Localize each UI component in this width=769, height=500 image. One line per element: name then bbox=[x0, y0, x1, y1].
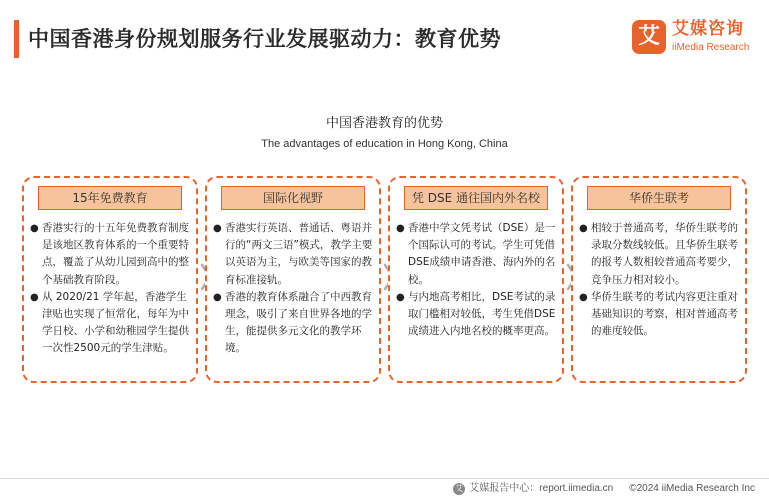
list-item bbox=[30, 220, 192, 289]
header-bar bbox=[0, 0, 769, 78]
list-item bbox=[579, 289, 741, 341]
card-body bbox=[579, 220, 741, 340]
brand-logo-block[interactable] bbox=[632, 18, 762, 60]
list-item bbox=[396, 220, 558, 289]
bullet-text: 从 2020/21 学年起，香港学生津贴也实现了恒常化，每年为中学日校、小学和幼稚园学生提供一次性2500元的学生津贴。 bbox=[42, 290, 189, 355]
advantage-card-free-education bbox=[22, 176, 198, 383]
brand-mini-icon: 艾 bbox=[455, 484, 464, 493]
bullet-dot-icon: ● bbox=[579, 291, 588, 303]
card-header: 凭 DSE 通往国内外名校 bbox=[404, 186, 548, 210]
card-body bbox=[30, 220, 192, 358]
bullet-dot-icon: ● bbox=[30, 223, 39, 234]
card-body bbox=[396, 220, 558, 340]
footer bbox=[453, 482, 755, 496]
bullet-text: 香港实行的十五年免费教育制度是该地区教育体系的一个重要特点，覆盖了从幼儿园到高中的整个基础教育阶段。 bbox=[42, 222, 189, 286]
bullet-dot-icon: ● bbox=[213, 223, 222, 234]
card-body bbox=[213, 220, 375, 358]
diagram-title: 中国香港教育的优势 bbox=[325, 116, 443, 131]
list-item bbox=[579, 220, 741, 289]
footer-source-link[interactable]: 艾媒报告中心：report.iimedia.cn bbox=[469, 483, 614, 494]
footer-divider bbox=[0, 478, 769, 479]
list-item bbox=[30, 289, 192, 358]
diagram-subtitle: The advantages of education in Hong Kong, China bbox=[261, 138, 508, 150]
bullet-text: 香港的教育体系融合了中西教育理念，吸引了来自世界各地的学生，能提供多元文化的教学环境。 bbox=[225, 290, 372, 355]
card-header: 国际化视野 bbox=[221, 186, 365, 210]
card-header: 华侨生联考 bbox=[587, 186, 731, 210]
list-item bbox=[213, 289, 375, 358]
brand-name-en: iiMedia Research bbox=[672, 42, 750, 53]
bullet-text: 香港中学文凭考试（DSE）是一个国际认可的考试。学生可凭借DSE成绩申请香港、海内外的名校。 bbox=[408, 222, 556, 286]
footer-copyright: ©2024 iiMedia Research Inc bbox=[629, 483, 755, 494]
bullet-dot-icon: ● bbox=[396, 223, 405, 234]
bullet-text: 相较于普通高考，华侨生联考的录取分数线较低。且华侨生联考的报考人数相较普通高考要少，竞争压力相对较小。 bbox=[591, 222, 738, 286]
advantage-card-international-vision bbox=[205, 176, 381, 383]
card-header: 15年免费教育 bbox=[38, 186, 182, 210]
page-title: 中国香港身份规划服务行业发展驱动力：教育优势 bbox=[28, 27, 501, 51]
list-item bbox=[213, 220, 375, 289]
list-item bbox=[396, 289, 558, 341]
bullet-text: 华侨生联考的考试内容更注重对基础知识的考察，相对普通高考的难度较低。 bbox=[591, 290, 738, 338]
brand-logo-icon: 艾 bbox=[632, 20, 666, 54]
bullet-text: 与内地高考相比，DSE考试的录取门槛相对较低，考生凭借DSE成绩进入内地名校的概率更高。 bbox=[408, 290, 556, 338]
bullet-dot-icon: ● bbox=[396, 291, 405, 303]
advantage-card-dse bbox=[388, 176, 564, 383]
bullet-text: 香港实行英语、普通话、粤语并行的“两文三语”模式，教学主要以英语为主，与欧美等国家的教育标准接轨。 bbox=[225, 222, 373, 286]
bullet-dot-icon: ● bbox=[30, 291, 39, 303]
advantage-card-overseas-chinese-exam bbox=[571, 176, 747, 383]
brand-name-cn: 艾媒咨询 bbox=[672, 19, 744, 39]
bullet-dot-icon: ● bbox=[579, 223, 588, 234]
bullet-dot-icon: ● bbox=[213, 291, 222, 303]
title-accent-bar bbox=[14, 20, 19, 58]
